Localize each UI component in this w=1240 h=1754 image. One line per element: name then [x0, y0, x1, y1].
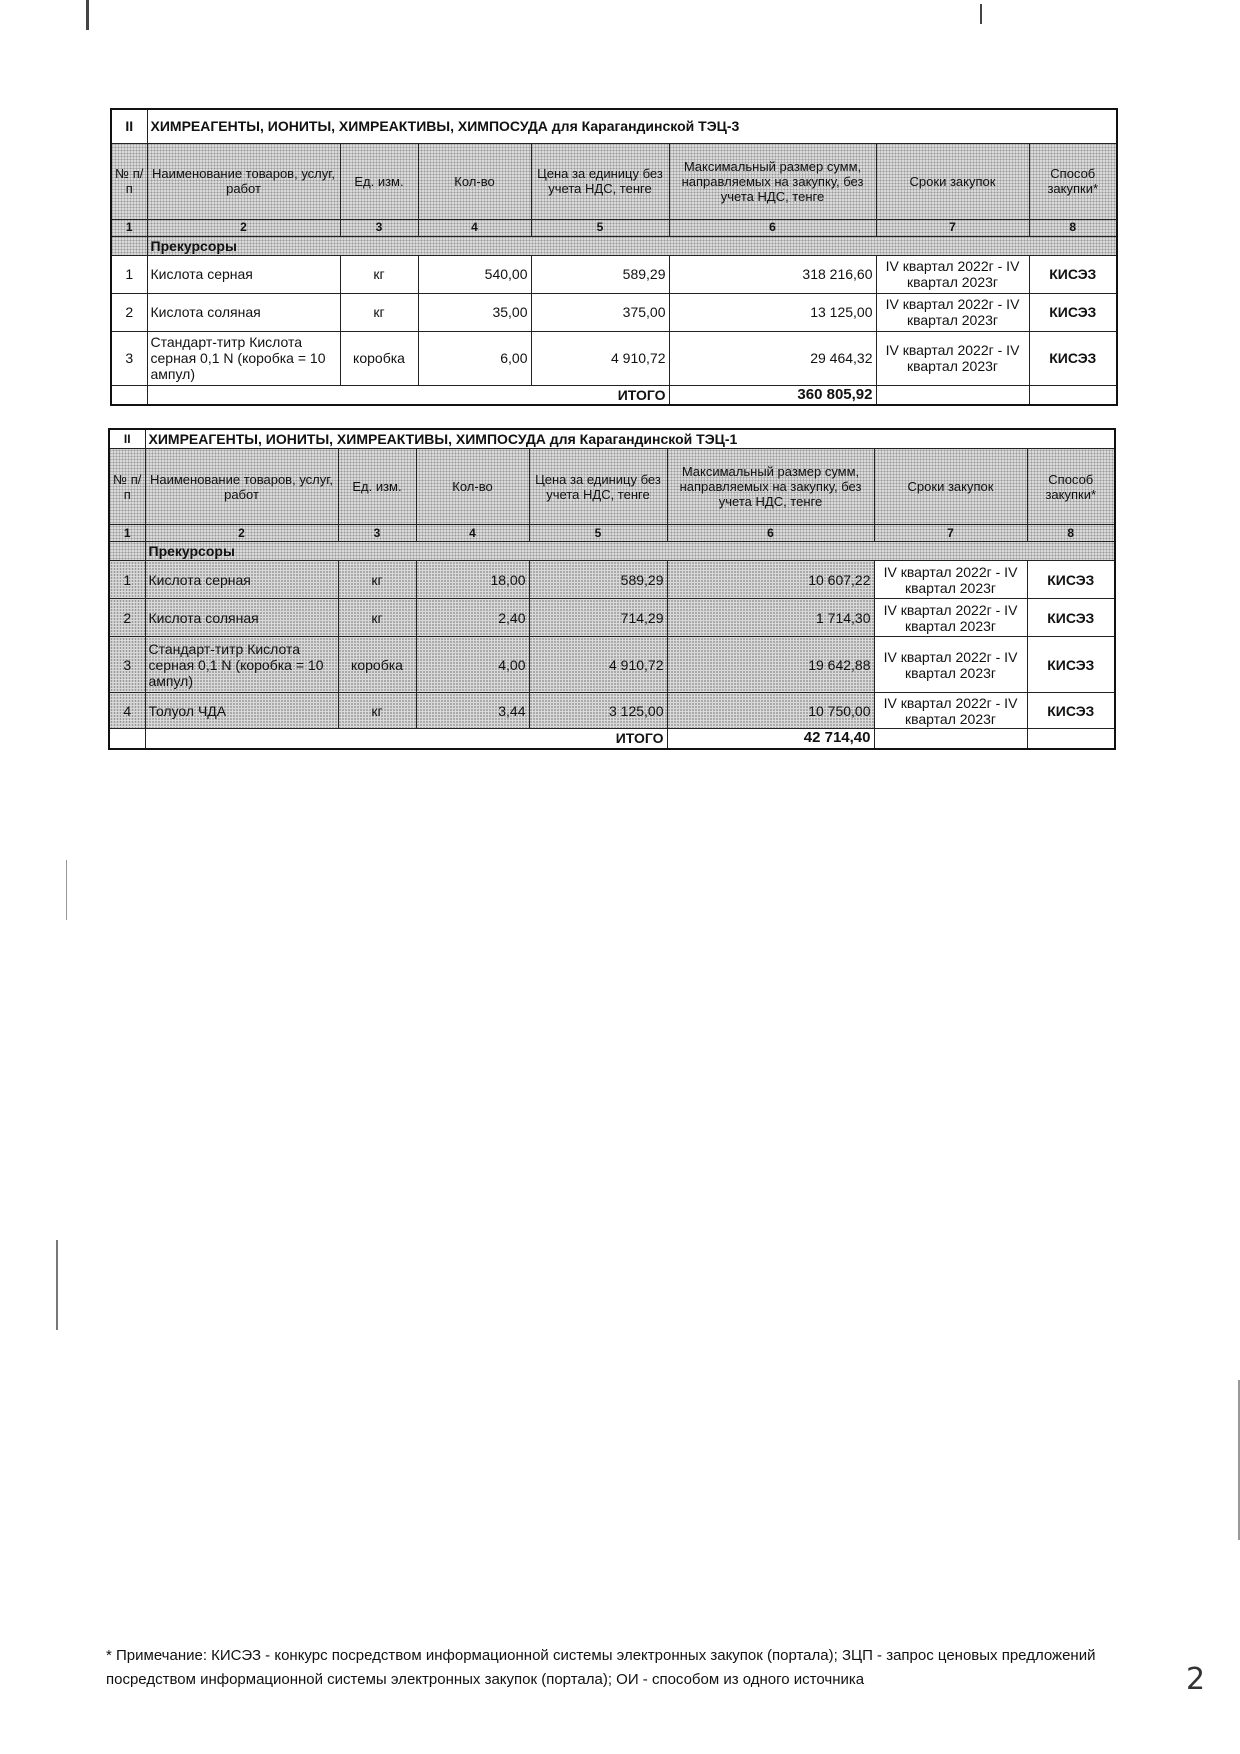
item-unit: кг: [338, 693, 416, 729]
item-price: 3 125,00: [529, 693, 667, 729]
item-unit: кг: [338, 561, 416, 599]
index-cell: 4: [418, 219, 531, 236]
item-unit: кг: [340, 255, 418, 293]
item-unit: коробка: [340, 331, 418, 385]
item-method: КИСЭЗ: [1027, 599, 1115, 637]
index-cell: 6: [669, 219, 876, 236]
item-total: 10 607,22: [667, 561, 874, 599]
header-price: Цена за единицу без учета НДС, тенге: [529, 449, 667, 525]
total-value: 42 714,40: [667, 729, 874, 749]
header-total: Максимальный размер сумм, направляемых на закупку, без учета НДС, тенге: [669, 143, 876, 219]
item-qty: 4,00: [416, 637, 529, 693]
header-number: № п/п: [109, 449, 145, 525]
index-cell: 8: [1027, 525, 1115, 542]
index-cell: 4: [416, 525, 529, 542]
item-method: КИСЭЗ: [1027, 637, 1115, 693]
header-number: № п/п: [111, 143, 147, 219]
row-number: 2: [109, 599, 145, 637]
table-row: [109, 637, 1115, 693]
item-total: 29 464,32: [669, 331, 876, 385]
header-total: Максимальный размер сумм, направляемых на закупку, без учета НДС, тенге: [667, 449, 874, 525]
item-unit: кг: [340, 293, 418, 331]
header-name: Наименование товаров, услуг, работ: [147, 143, 340, 219]
index-cell: 2: [145, 525, 338, 542]
item-qty: 540,00: [418, 255, 531, 293]
index-cell: 3: [340, 219, 418, 236]
header-method: Способ закупки*: [1029, 143, 1117, 219]
item-unit: кг: [338, 599, 416, 637]
item-total: 1 714,30: [667, 599, 874, 637]
index-cell: 7: [874, 525, 1027, 542]
procurement-table-tec1: [108, 428, 1116, 750]
item-qty: 2,40: [416, 599, 529, 637]
item-name: Толуол ЧДА: [145, 693, 338, 729]
item-total: 10 750,00: [667, 693, 874, 729]
total-label: ИТОГО: [145, 729, 667, 749]
table-title: ХИМРЕАГЕНТЫ, ИОНИТЫ, ХИМРЕАКТИВЫ, ХИМПОСУДА для Карагандинской ТЭЦ-1: [145, 429, 1115, 449]
index-cell: 1: [109, 525, 145, 542]
item-qty: 18,00: [416, 561, 529, 599]
row-number: 3: [111, 331, 147, 385]
row-number: 3: [109, 637, 145, 693]
row-number: 4: [109, 693, 145, 729]
item-period: IV квартал 2022г - IV квартал 2023г: [876, 331, 1029, 385]
item-method: КИСЭЗ: [1029, 331, 1117, 385]
item-price: 4 910,72: [529, 637, 667, 693]
procurement-table-tec3: [110, 108, 1118, 406]
header-period: Сроки закупок: [876, 143, 1029, 219]
section-number: II: [111, 109, 147, 143]
item-period: IV квартал 2022г - IV квартал 2023г: [876, 293, 1029, 331]
total-label: ИТОГО: [147, 385, 669, 405]
item-name: Кислота серная: [147, 255, 340, 293]
scan-mark: [86, 0, 89, 30]
item-qty: 6,00: [418, 331, 531, 385]
total-spacer: [109, 729, 145, 749]
table-title: ХИМРЕАГЕНТЫ, ИОНИТЫ, ХИМРЕАКТИВЫ, ХИМПОСУДА для Карагандинской ТЭЦ-3: [147, 109, 1117, 143]
header-qty: Кол-во: [418, 143, 531, 219]
index-cell: 8: [1029, 219, 1117, 236]
item-total: 318 216,60: [669, 255, 876, 293]
header-period: Сроки закупок: [874, 449, 1027, 525]
header-price: Цена за единицу без учета НДС, тенге: [531, 143, 669, 219]
row-number: 1: [111, 255, 147, 293]
index-cell: 7: [876, 219, 1029, 236]
total-spacer: [874, 729, 1027, 749]
index-cell: 2: [147, 219, 340, 236]
section-number: II: [109, 429, 145, 449]
item-price: 375,00: [531, 293, 669, 331]
item-price: 589,29: [531, 255, 669, 293]
item-total: 19 642,88: [667, 637, 874, 693]
row-number: 2: [111, 293, 147, 331]
group-spacer: [111, 236, 147, 255]
group-label: Прекурсоры: [145, 542, 1115, 561]
row-number: 1: [109, 561, 145, 599]
item-period: IV квартал 2022г - IV квартал 2023г: [874, 637, 1027, 693]
item-price: 714,29: [529, 599, 667, 637]
group-spacer: [109, 542, 145, 561]
group-label: Прекурсоры: [147, 236, 1117, 255]
item-method: КИСЭЗ: [1029, 255, 1117, 293]
item-price: 4 910,72: [531, 331, 669, 385]
item-name: Стандарт-титр Кислота серная 0,1 N (коробка = 10 ампул): [147, 331, 340, 385]
page-number: 2: [1186, 1662, 1206, 1697]
table-row: [111, 293, 1117, 331]
table-row: [109, 599, 1115, 637]
index-cell: 3: [338, 525, 416, 542]
total-spacer: [1027, 729, 1115, 749]
scan-mark: [56, 1240, 58, 1330]
header-unit: Ед. изм.: [338, 449, 416, 525]
total-spacer: [876, 385, 1029, 405]
index-cell: 5: [531, 219, 669, 236]
item-period: IV квартал 2022г - IV квартал 2023г: [876, 255, 1029, 293]
item-unit: коробка: [338, 637, 416, 693]
item-method: КИСЭЗ: [1029, 293, 1117, 331]
footnote: * Примечание: КИСЭЗ - конкурс посредством информационной системы электронных закупок (портала); ЗЦП - запрос ценовых предложений посредством информационной системы электронных закупок (портала); ОИ - способом из одного источника: [106, 1647, 1096, 1688]
item-period: IV квартал 2022г - IV квартал 2023г: [874, 693, 1027, 729]
table-row: [109, 693, 1115, 729]
index-cell: 6: [667, 525, 874, 542]
item-name: Кислота серная: [145, 561, 338, 599]
item-name: Стандарт-титр Кислота серная 0,1 N (коробка = 10 ампул): [145, 637, 338, 693]
total-spacer: [1029, 385, 1117, 405]
index-cell: 5: [529, 525, 667, 542]
item-period: IV квартал 2022г - IV квартал 2023г: [874, 561, 1027, 599]
table-row: [111, 331, 1117, 385]
header-qty: Кол-во: [416, 449, 529, 525]
item-price: 589,29: [529, 561, 667, 599]
item-method: КИСЭЗ: [1027, 561, 1115, 599]
item-period: IV квартал 2022г - IV квартал 2023г: [874, 599, 1027, 637]
item-qty: 35,00: [418, 293, 531, 331]
total-spacer: [111, 385, 147, 405]
item-name: Кислота соляная: [147, 293, 340, 331]
table-row: [111, 255, 1117, 293]
item-method: КИСЭЗ: [1027, 693, 1115, 729]
total-value: 360 805,92: [669, 385, 876, 405]
scan-mark: [66, 860, 67, 920]
index-cell: 1: [111, 219, 147, 236]
scan-mark: [980, 4, 982, 24]
header-method: Способ закупки*: [1027, 449, 1115, 525]
item-qty: 3,44: [416, 693, 529, 729]
table-row: [109, 561, 1115, 599]
item-total: 13 125,00: [669, 293, 876, 331]
header-unit: Ед. изм.: [340, 143, 418, 219]
header-name: Наименование товаров, услуг, работ: [145, 449, 338, 525]
item-name: Кислота соляная: [145, 599, 338, 637]
